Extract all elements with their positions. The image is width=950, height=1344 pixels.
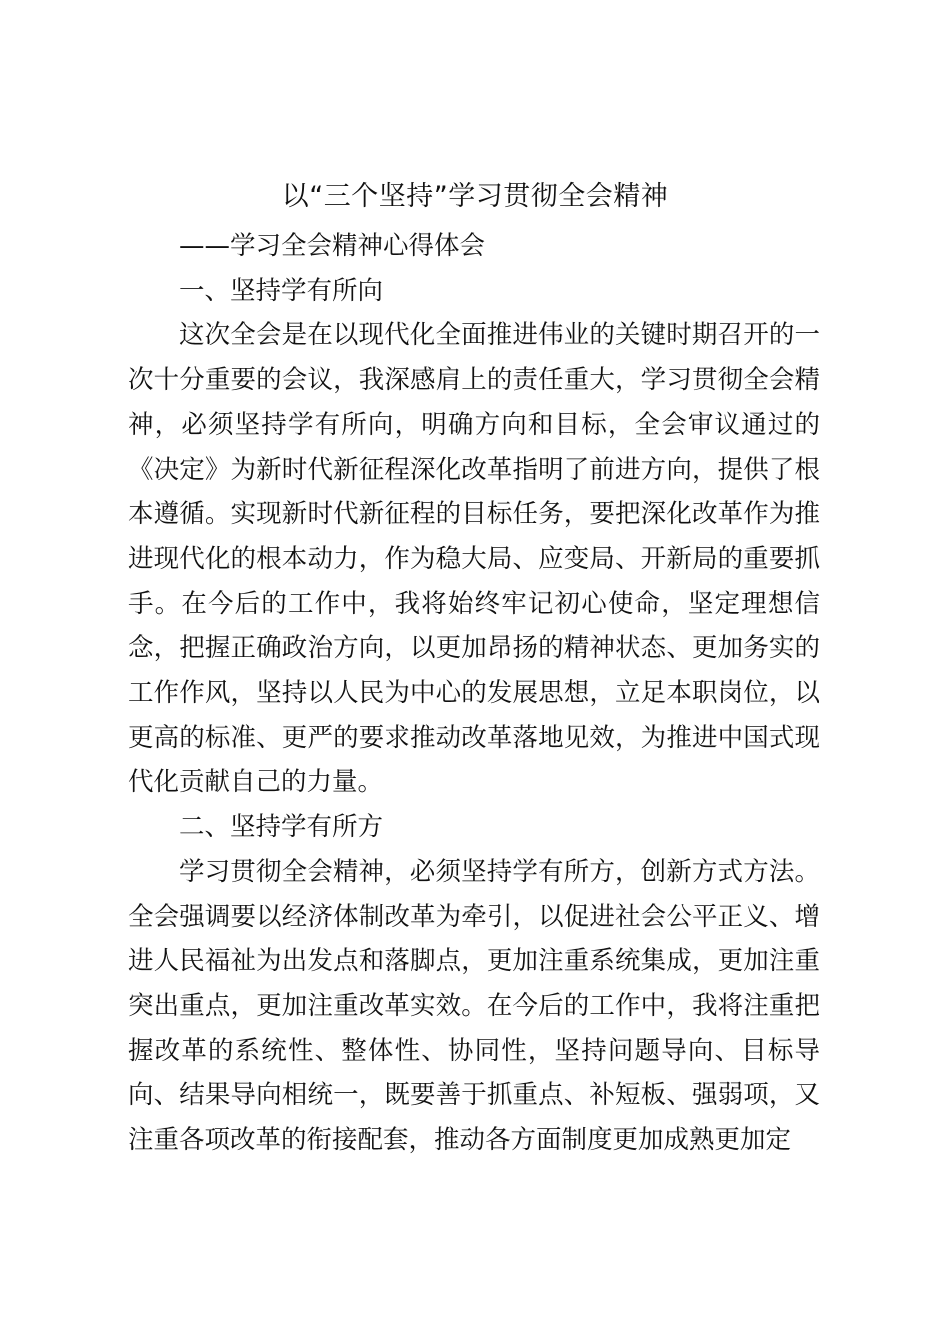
document-subtitle: ——学习全会精神心得体会: [179, 231, 486, 261]
document-title: 以“三个坚持”学习贯彻全会精神: [281, 181, 669, 212]
section-1-paragraph: 这次全会是在以现代化全面推进伟业的关键时期召开的一次十分重要的会议，我深感肩上的责任重大，学习贯彻全会精神，必须坚持学有所向，明确方向和目标，全会审议通过的《决定》为新时代新征程深化改革指明了前进方向，提供了根本遵循。实现新时代新征程的目标任务，要把深化改革作为推进现代化的根本动力，作为稳大局、应变局、开新局的重要抓手。在今后的工作中，我将始终牢记初心使命，坚定理想信念，把握正确政治方向，以更加昂扬的精神状态、更加务实的工作作风，坚持以人民为中心的发展思想，立足本职岗位，以更高的标准、更严的要求推动改革落地见效，为推进中国式现代化贡献自己的力量。: [128, 320, 820, 798]
document-body: [128, 224, 820, 1163]
section-2-heading: 二、坚持学有所方: [179, 812, 384, 843]
section-1-heading: 一、坚持学有所向: [179, 275, 384, 306]
section-2-paragraph: 学习贯彻全会精神，必须坚持学有所方，创新方式方法。全会强调要以经济体制改革为牵引，以促进社会公平正义、增进人民福祉为出发点和落脚点，更加注重系统集成，更加注重突出重点，更加注重改革实效。在今后的工作中，我将注重把握改革的系统性、整体性、协同性，坚持问题导向、目标导向、结果导向相统一，既要善于抓重点、补短板、强弱项，又注重各项改革的衔接配套，推动各方面制度更加成熟更加定: [128, 856, 820, 1156]
